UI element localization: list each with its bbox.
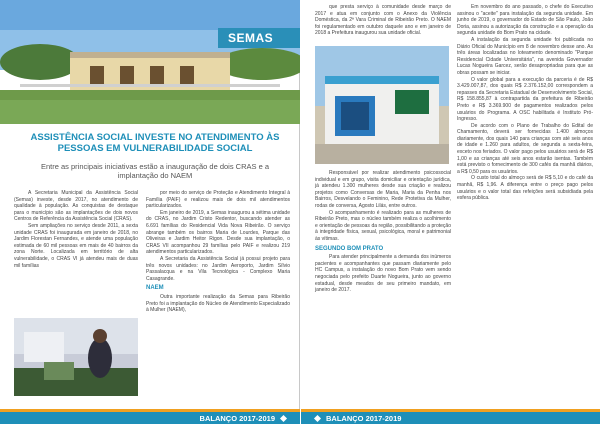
diamond-mark-icon: [314, 414, 321, 421]
article-subtitle: Entre as principais iniciativas estão a inauguração de dois CRAS e a implantação do NAEM: [40, 162, 270, 180]
paragraph: que presta serviço à comunidade desde março de 2017 e atua em conjunto com o Anexo da Violência Doméstica, da 2ª Vara Criminal de Ribeirão Preto. O NAEM foi regulamentado em outubro daquele ano e em janeiro de 2018 a Prefeitura inaugurou sua unidade oficial.: [315, 4, 451, 37]
paragraph: A instalação da segunda unidade foi publicada no Diário Oficial do Município em 8 de novembro desse ano. As três áreas localizadas no loteamento denominado "Parque Residencial Cidade Universitária", na avenida Governador Lucas Nogueira Garcez, serão desapropriadas para que as obras possam se iniciar.: [457, 36, 593, 76]
right-column-1-top: [315, 4, 451, 37]
paragraph: O acompanhamento é realizado para as mulheres de Ribeirão Preto, mas o núcleo também realiza o acolhimento e orientação de pessoas da região, possibilitando a proteção à integridade física, sexual, psicológica, moral e patrimonial às vítimas.: [315, 209, 451, 242]
section-heading-bom-prato: SEGUNDO BOM PRATO: [315, 245, 384, 252]
right-column-2: [457, 4, 593, 202]
paragraph: por meio do serviço de Proteção e Atendimento Integral à Família (PAIF) e realizou mais de dois mil atendimentos particularizados.: [146, 190, 290, 210]
footer-label: BALANÇO 2017-2019: [326, 413, 402, 423]
right-page: [301, 0, 600, 424]
cras-building-photo: [0, 0, 300, 124]
paragraph: A Secretaria Municipal da Assistência Social (Semas) investe, desde 2017, no atendimento de qualidade à população. As conquistas de destaque para o município são as implantações de dois novos Centros de Referência da Assistência Social (CRAS).: [14, 190, 138, 223]
paragraph: Outra importante realização da Semas para Ribeirão Preto foi a implantação do Núcleo de Atendimento Especializado à Mulher (NAEM),: [146, 293, 290, 314]
paragraph: De acordo com o Plano de Trabalho do Edital de Chamamento, deverá ser fornecidas 1.400 almoços diariamente, dos quais 140 para crianças com até seis anos de idade e 1.260 para adultos, de segunda a sexta-feira, exceto nos feriados. O valor pago pelos usuários será de R$ 1,00 e as crianças até seis anos estarão isentas. Também está previsto o fornecimento de 300 cafés da manhã diários, a R$ 0,50 para os usuários.: [457, 122, 593, 175]
paragraph: O valor global para a execução da parceria é de R$ 3.429.007,87, dos quais R$ 2.376.152,00 correspondem a repasses da Secretaria Estadual de Desenvolvimento Social, R$ 158.855,87 à contrapartida da prefeitura de Ribeirão Preto e R$ 3.369.900 de pagamentos realizados pelos usuários do Programa. A OSC habilitada é Instituto Pró-Ingresso.: [457, 76, 593, 123]
naem-building-photo: [315, 46, 449, 164]
footer-label: BALANÇO 2017-2019: [199, 413, 275, 423]
footer-right: [301, 412, 600, 424]
paragraph: Em janeiro de 2019, a Semas inaugurou a sétima unidade do CRAS, no Jardim Cristo Redentor, buscando atender as 6.691 famílias do Residencial Vida Nova Ribeirão. O serviço abrange também os bairros Maria de Lourdes, Parque das Oliveiras e Jardim Heitor Rigon. Desde sua implantação, o CRAS VII acompanhou 29 famílias pelo PAIF e realizou 219 atendimentos particularizados.: [146, 209, 290, 256]
footer-left: [0, 412, 300, 424]
paragraph: O custo total do almoço será de R$ 5,10 e do café da manhã, R$ 1,96. A diferença entre o preço pago pelos usuários e o valor total das refeições será subsidiada pela esfera pública.: [457, 175, 593, 202]
section-heading-naem: NAEM: [146, 285, 164, 292]
paragraph: Responsável por realizar atendimento psicossocial individual e em grupo, visita domiciliar e orientação jurídica, já atendeu 1.300 mulheres desde sua criação e realizou projetos como Conversas de Maria, Maria da Penha nos Bairros, Desvelando o Feminino, Rede Protetiva da Mulher, rodas de conversa, Agosto Lilás, entre outros.: [315, 170, 451, 209]
right-column-1-bottom: [315, 170, 451, 294]
community-photo: [14, 318, 138, 396]
paragraph: Sem ampliações no serviço desde 2011, a sexta unidade CRAS foi inaugurada em janeiro de 2018, no Jardim Florestan Fernandes, e atende uma população estimada de 60 mil pessoas em mais de 40 bairros da zona Norte. Localizada em território de alta vulnerabilidade, o CRAS VI já atendeu mais de duas mil famílias: [14, 222, 138, 269]
article-title: ASSISTÊNCIA SOCIAL INVESTE NO ATENDIMENTO ÀS PESSOAS EM VULNERABILIDADE SOCIAL: [30, 132, 280, 154]
diamond-mark-icon: [280, 414, 287, 421]
section-label: SEMAS: [218, 28, 300, 48]
paragraph: Em novembro do ano passado, o chefe do Executivo assinou o "aceite" para instalação da segunda unidade. Em junho de 2019, o governador do Estado de São Paulo, João Doria, assinou a autorização da construção e a operação da segunda unidade do Bom Prato na cidade.: [457, 4, 593, 37]
paragraph: Para atender principalmente a demanda dos inúmeros pacientes e acompanhantes que passam diariamente pelo HC Campus, a instalação do novo Bom Prato vem sendo negociada pelo prefeito Duarte Nogueira, junto ao governo estadual, desde meados de seu primeiro mandato, em janeiro de 2017.: [315, 254, 451, 294]
left-column-2: [146, 190, 290, 314]
paragraph: A Secretaria da Assistência Social já possui projeto para três novos unidades: no Jardim Aeroporto, Jardim Sílvio Passalacqua e na Vila Tecnológica - Complexo Maria Casagrande.: [146, 255, 290, 282]
left-column-1: [14, 190, 138, 269]
